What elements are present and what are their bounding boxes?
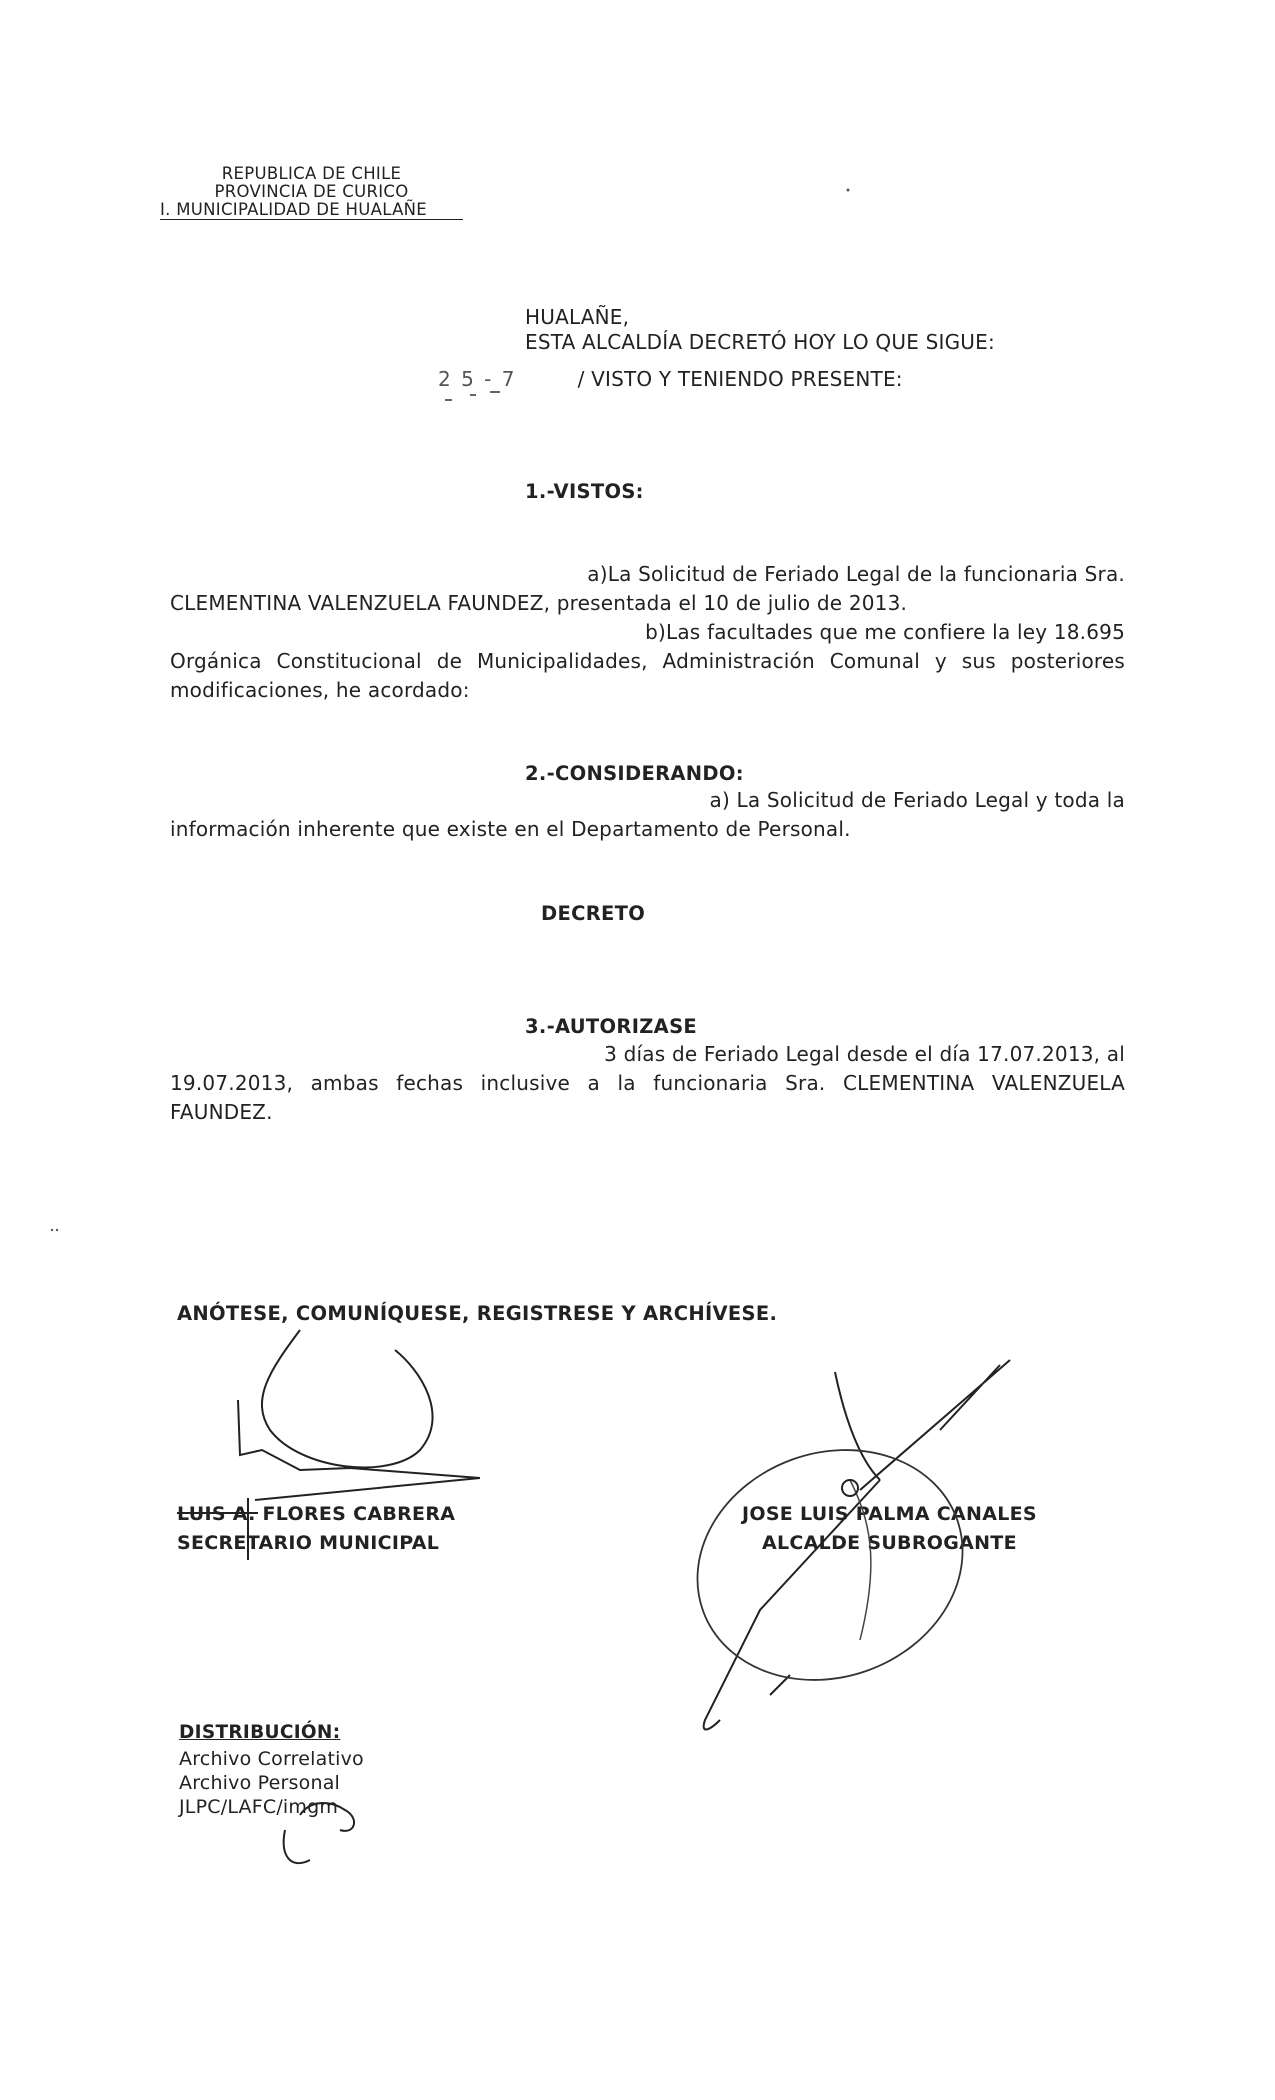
signer-right-name: JOSE LUIS PALMA CANALES [742, 1503, 1037, 1525]
vistos-a-first: a)La Solicitud de Feriado Legal de la funcionaria Sra. [587, 562, 1125, 586]
distribution-item: Archivo Correlativo [179, 1748, 364, 1770]
initials-scribble [284, 1803, 354, 1863]
decreto-title: DECRETO [541, 902, 646, 925]
distribution-item: JLPC/LAFC/imgm [179, 1796, 339, 1818]
place-name: HUALAÑE, [525, 305, 630, 329]
signer-right-title: ALCALDE SUBROGANTE [762, 1532, 1017, 1554]
decree-number: 2 5 - 7 [438, 367, 517, 391]
decree-intro: ESTA ALCALDÍA DECRETÓ HOY LO QUE SIGUE: [525, 330, 995, 354]
visto-label: / VISTO Y TENIENDO PRESENTE: [577, 367, 903, 391]
signer-left-title: SECRETARIO MUNICIPAL [177, 1532, 440, 1554]
vistos-b-rest: Orgánica Constitucional de Municipalidades, Administración Comunal y sus posteriores modificaciones, he acordado: [170, 649, 1125, 702]
vistos-b-first: b)Las facultades que me confiere la ley 18.695 [645, 620, 1125, 644]
seal-icon [665, 1414, 995, 1717]
autorizase-first: 3 días de Feriado Legal desde el día 17.07.2013, al [604, 1042, 1125, 1066]
left-signature-scribble [238, 1330, 480, 1560]
stray-dot [56, 1229, 58, 1231]
vistos-title: 1.-VISTOS: [525, 480, 644, 503]
considerando-title: 2.-CONSIDERANDO: [525, 762, 744, 785]
autorizase-title: 3.-AUTORIZASE [525, 1015, 698, 1038]
distribution-title: DISTRIBUCIÓN: [179, 1722, 341, 1743]
vistos-a-rest: CLEMENTINA VALENZUELA FAUNDEZ, presentada el 10 de julio de 2013. [170, 591, 908, 615]
autorizase-rest: 19.07.2013, ambas fechas inclusive a la funcionaria Sra. CLEMENTINA VALENZUELA FAUNDEZ. [170, 1071, 1125, 1124]
stray-dot [847, 189, 850, 192]
header-republic: REPUBLICA DE CHILE [221, 164, 402, 183]
header-municipality: I. MUNICIPALIDAD DE HUALAÑE [160, 201, 463, 220]
decree-number-smudge [445, 392, 500, 400]
header-province: PROVINCIA DE CURICO [214, 182, 409, 201]
stray-dot [51, 1229, 53, 1231]
distribution-item: Archivo Personal [179, 1772, 341, 1794]
considerando-a-rest: información inherente que existe en el Departamento de Personal. [170, 817, 851, 841]
closing-formula: ANÓTESE, COMUNÍQUESE, REGISTRESE Y ARCHÍVESE. [177, 1302, 778, 1325]
considerando-a-first: a) La Solicitud de Feriado Legal y toda la [709, 788, 1125, 812]
signer-left-name: LUIS A. FLORES CABRERA [177, 1503, 456, 1525]
